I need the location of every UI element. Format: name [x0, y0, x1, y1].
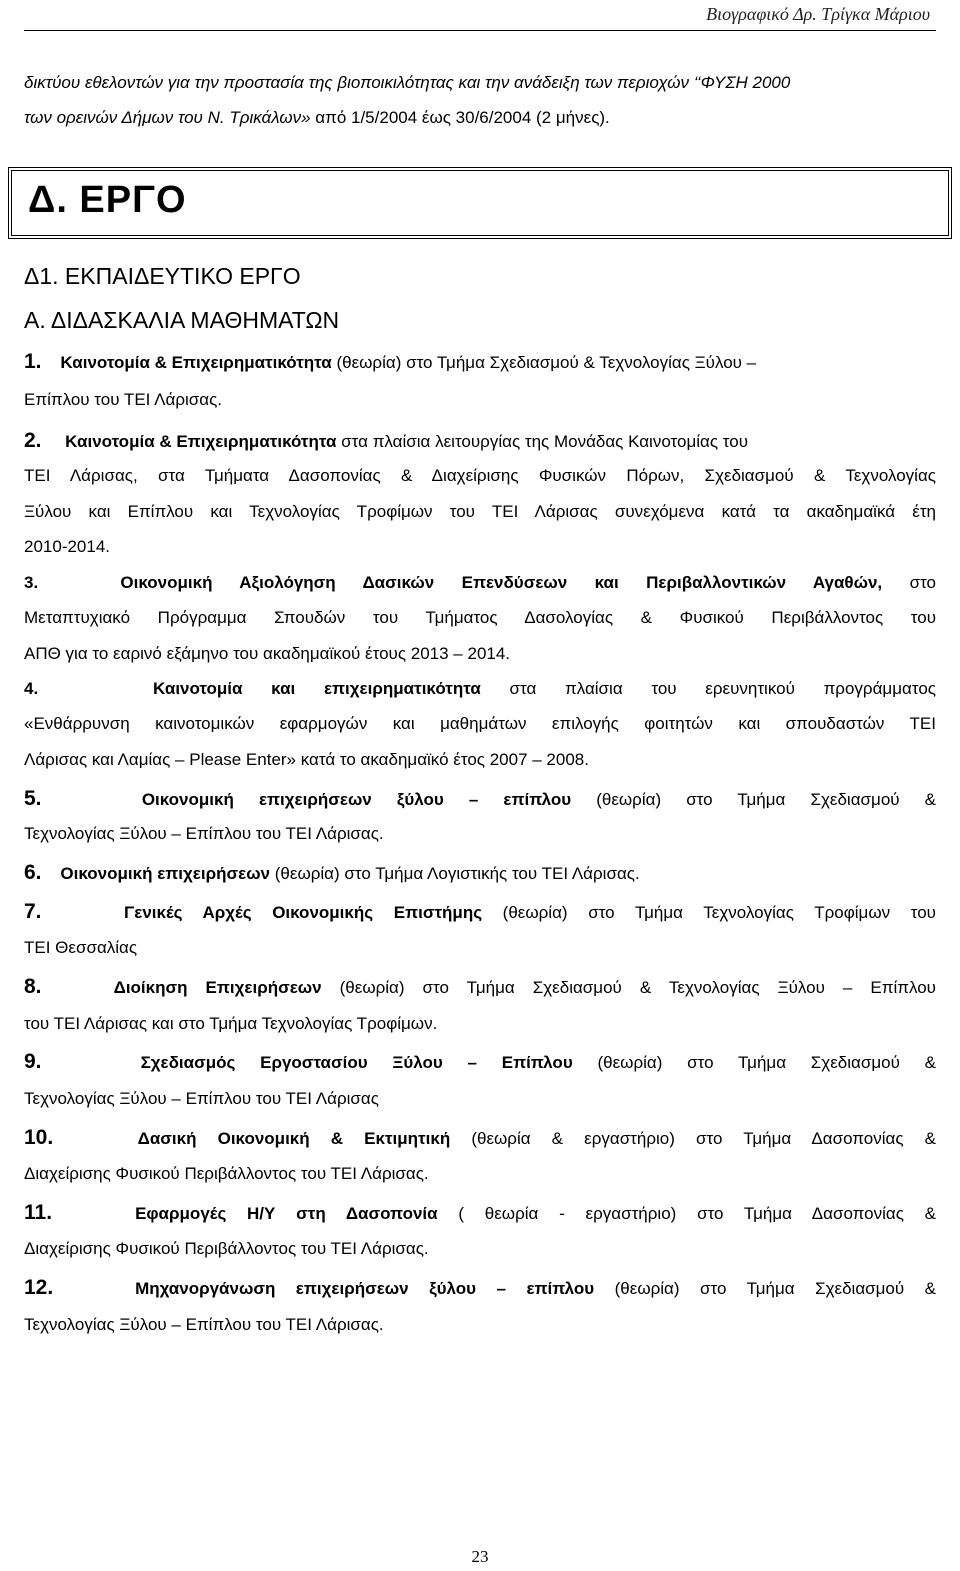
course-title: Οικονομική Αξιολόγηση Δασικών Επενδύσεων και Περιβαλλοντικών Αγαθών,: [120, 573, 883, 592]
item-number: 8.: [24, 975, 42, 998]
running-header: Βιογραφικό Δρ. Τρίγκα Μάριου: [706, 4, 930, 24]
item-number: 11.: [24, 1201, 53, 1224]
item-11-line-1: [24, 1202, 936, 1225]
course-title: Καινοτομία και επιχειρηματικότητα: [152, 679, 481, 698]
item-5-line-1: [24, 788, 936, 811]
course-title: Διοίκηση Επιχειρήσεων: [113, 978, 322, 997]
course-title: Δασική Οικονομική & Εκτιμητική: [137, 1129, 451, 1148]
item-4-line-3: Λάρισας και Λαμίας – Please Enter» κατά το ακαδημαϊκό έτος 2007 – 2008.: [24, 750, 589, 769]
item-text: στα πλαίσια λειτουργίας της Μονάδας Καινοτομίας του: [336, 432, 749, 451]
item-3-line-3: ΑΠΘ για το εαρινό εξάμηνο του ακαδημαϊκού έτους 2013 – 2014.: [24, 644, 511, 663]
item-text: στα πλαίσια του ερευνητικού προγράμματος: [480, 679, 936, 698]
intro-line-2-rest: από 1/5/2004 έως 30/6/2004 (2 μήνες).: [310, 108, 610, 127]
item-7-line-1: [24, 901, 936, 924]
item-number: 1.: [24, 350, 42, 373]
page-number: 23: [471, 1547, 489, 1566]
item-text: (θεωρία) στο Τμήμα Σχεδιασμού &: [571, 790, 936, 809]
item-4-line-1: [24, 678, 936, 700]
item-6-line-1: [24, 862, 936, 885]
course-title: Μηχανοργάνωση επιχειρήσεων ξύλου – επίπλου: [135, 1279, 595, 1298]
item-5-line-2: Τεχνολογίας Ξύλου – Επίπλου του ΤΕΙ Λάρισας.: [24, 824, 384, 843]
intro-line-2-italic: των ορεινών Δήμων του Ν. Τρικάλων»: [24, 108, 311, 127]
item-2-line-4: 2010-2014.: [24, 537, 111, 556]
item-9-line-2: Τεχνολογίας Ξύλου – Επίπλου του ΤΕΙ Λάρισας: [24, 1089, 379, 1108]
item-4-line-2: «Ενθάρρυνση καινοτομικών εφαρμογών και μαθημάτων επιλογής φοιτητών και σπουδαστών ΤΕΙ: [24, 714, 936, 733]
item-number: 6.: [24, 861, 42, 884]
item-number: 4.: [24, 679, 39, 698]
subsubsection-heading: Α. ΔΙΔΑΣΚΑΛΙΑ ΜΑΘΗΜΑΤΩΝ: [24, 307, 340, 333]
item-text: (θεωρία) στο Τμήμα Σχεδιασμού & Τεχνολογίας Ξύλου – Επίπλου: [321, 978, 936, 997]
course-title: Γενικές Αρχές Οικονομικής Επιστήμης: [124, 903, 483, 922]
item-text: στο: [882, 573, 936, 592]
item-12-line-2: Τεχνολογίας Ξύλου – Επίπλου του ΤΕΙ Λάρισας.: [24, 1315, 384, 1334]
item-text: (θεωρία) στο Τμήμα Σχεδιασμού &: [572, 1053, 936, 1072]
item-text: (θεωρία) στο Τμήμα Σχεδιασμού & Τεχνολογίας Ξύλου –: [331, 353, 757, 372]
item-number: 5.: [24, 787, 42, 810]
item-number: 3.: [24, 573, 39, 592]
item-10-line-1: [24, 1127, 936, 1150]
item-number: 10.: [24, 1126, 54, 1149]
item-8-line-1: [24, 976, 936, 999]
item-text: (θεωρία) στο Τμήμα Τεχνολογίας Τροφίμων του: [482, 903, 936, 922]
course-title: Σχεδιασμός Εργοστασίου Ξύλου – Επίπλου: [140, 1053, 573, 1072]
item-3-line-2: Μεταπτυχιακό Πρόγραμμα Σπουδών του Τμήματος Δασολογίας & Φυσικού Περιβάλλοντος του: [24, 608, 936, 627]
item-number: 12.: [24, 1276, 54, 1299]
item-10-line-2: Διαχείρισης Φυσικού Περιβάλλοντος του ΤΕΙ Λάρισας.: [24, 1164, 429, 1183]
item-7-line-2: ΤΕΙ Θεσσαλίας: [24, 938, 138, 957]
item-2-line-1: [24, 430, 936, 453]
item-1-line-1: [24, 351, 936, 374]
intro-line-1: δικτύου εθελοντών για την προστασία της βιοποικιλότητας και την ανάδειξη των περιοχών ‘‘ΦΥΣΗ 2000: [24, 73, 791, 92]
item-2-line-3: Ξύλου και Επίπλου και Τεχνολογίας Τροφίμων του ΤΕΙ Λάρισας συνεχόμενα κατά τα ακαδημαϊκά έτη: [24, 502, 936, 521]
item-number: 9.: [24, 1050, 42, 1073]
item-3-line-1: [24, 572, 936, 594]
intro-line-2: [24, 107, 936, 129]
course-title: Οικονομική επιχειρήσεων ξύλου – επίπλου: [141, 790, 572, 809]
item-8-line-2: του ΤΕΙ Λάρισας και στο Τμήμα Τεχνολογίας Τροφίμων.: [24, 1014, 438, 1033]
course-title: Οικονομική επιχειρήσεων: [60, 864, 271, 883]
item-text: (θεωρία) στο Τμήμα Λογιστικής του ΤΕΙ Λάρισας.: [270, 864, 640, 883]
item-text: ( θεωρία - εργαστήριο) στο Τμήμα Δασοπονίας &: [437, 1204, 936, 1223]
item-text: (θεωρία & εργαστήριο) στο Τμήμα Δασοπονίας &: [450, 1129, 936, 1148]
item-12-line-1: [24, 1277, 936, 1300]
item-text: (θεωρία) στο Τμήμα Σχεδιασμού &: [594, 1279, 936, 1298]
item-1-line-2: Επίπλου του ΤΕΙ Λάρισας.: [24, 390, 223, 409]
item-number: 7.: [24, 900, 42, 923]
subsection-heading: Δ1. ΕΚΠΑΙΔΕΥΤΙΚΟ ΕΡΓΟ: [24, 263, 301, 289]
section-title: Δ. ΕΡΓΟ: [28, 179, 187, 221]
course-title: Καινοτομία & Επιχειρηματικότητα: [65, 432, 337, 451]
item-9-line-1: [24, 1051, 936, 1074]
section-title-box: [8, 167, 952, 239]
header-rule: [24, 30, 936, 31]
item-number: 2.: [24, 429, 42, 452]
course-title: Καινοτομία & Επιχειρηματικότητα: [60, 353, 332, 372]
course-title: Εφαρμογές Η/Υ στη Δασοπονία: [135, 1204, 438, 1223]
item-2-line-2: ΤΕΙ Λάρισας, στα Τμήματα Δασοπονίας & Διαχείρισης Φυσικών Πόρων, Σχεδιασμού & Τεχνολογίας: [24, 466, 936, 485]
item-11-line-2: Διαχείρισης Φυσικού Περιβάλλοντος του ΤΕΙ Λάρισας.: [24, 1239, 429, 1258]
